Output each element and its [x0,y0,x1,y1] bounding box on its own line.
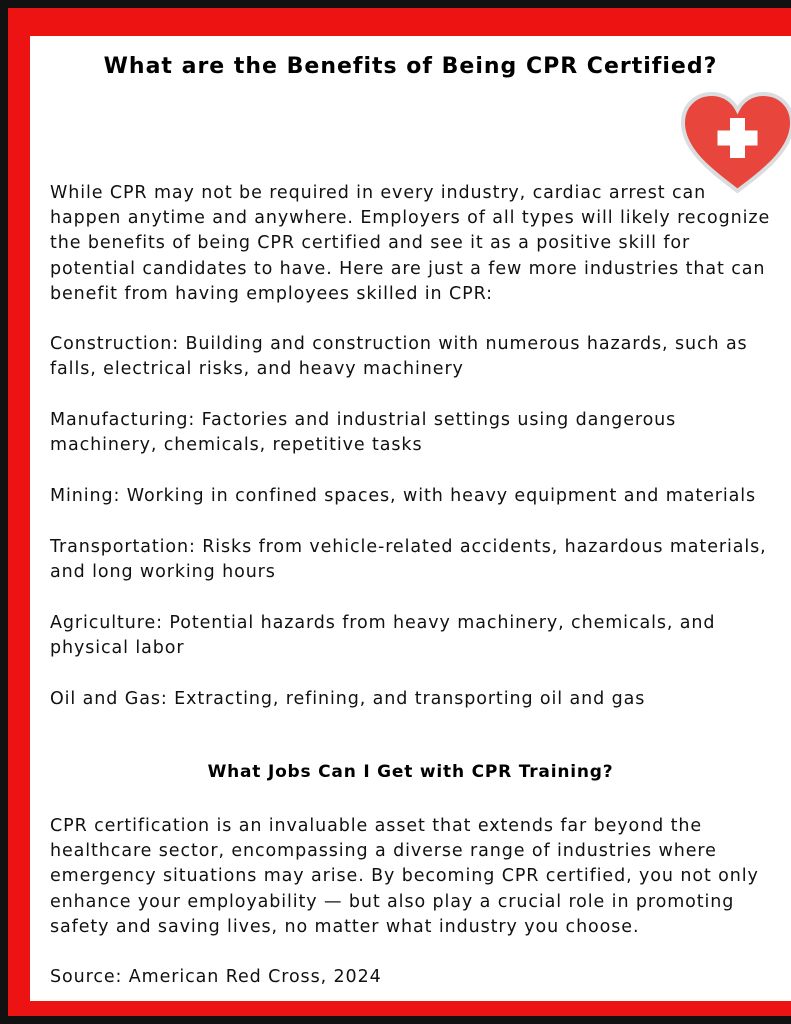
industry-transportation: Transportation: Risks from vehicle-related accidents, hazardous materials, and long working hours [50,537,767,583]
industry-construction: Construction: Building and construction with numerous hazards, such as falls, electrical risks, and heavy machinery [50,334,748,380]
industry-mining: Mining: Working in confined spaces, with heavy equipment and materials [50,486,757,506]
intro-paragraph: While CPR may not be required in every industry, cardiac arrest can happen anytime and anywhere. Employers of all types will likely recognize the benefits of being CPR certified and see it as a positive skill for potential candidates to have. Here are just a few more industries that can benefit from having employees skilled in CPR: [50,183,771,304]
page-title: What are the Benefits of Being CPR Certified? [103,54,718,79]
jobs-heading: What Jobs Can I Get with CPR Training? [207,762,614,782]
jobs-paragraph: CPR certification is an invaluable asset that extends far beyond the healthcare sector, encompassing a diverse range of industries where emergency situations may arise. By becoming CPR certified, you not only enhance your employability — but also play a crucial role in promoting safety and saving lives, no matter what industry you choose. [50,816,759,937]
industry-manufacturing: Manufacturing: Factories and industrial settings using dangerous machinery, chemicals, repetitive tasks [50,410,677,456]
red-frame [8,8,791,1016]
source-citation: Source: American Red Cross, 2024 [50,967,382,987]
heart-medical-cross-icon [680,91,791,194]
industry-oil-and-gas: Oil and Gas: Extracting, refining, and transporting oil and gas [50,689,646,709]
industry-agriculture: Agriculture: Potential hazards from heavy machinery, chemicals, and physical labor [50,613,716,659]
content-panel [30,36,791,1001]
